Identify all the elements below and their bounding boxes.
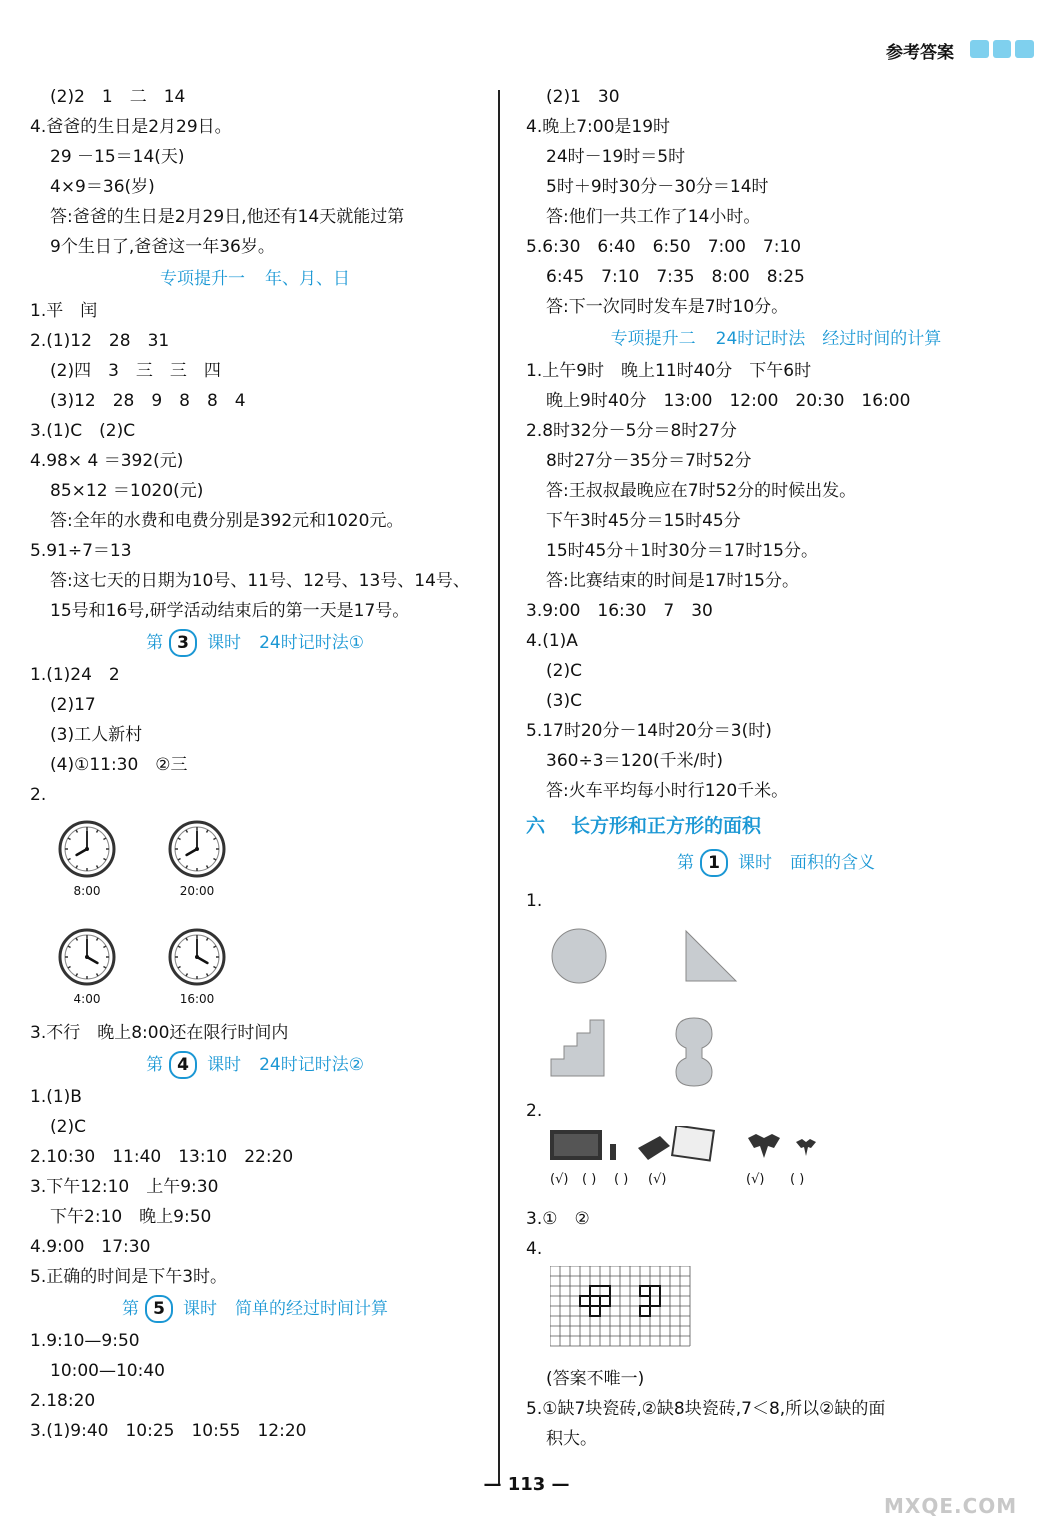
section-heading [526, 322, 1026, 356]
answer-line: 3.(1)9:40 10:25 10:55 12:20 [30, 1421, 307, 1441]
answer-line: 答:下一次同时发车是7时10分。 [546, 297, 789, 317]
chapter-number: 六 [526, 815, 546, 837]
answer-line: (2)1 30 [546, 87, 620, 107]
chapter-heading [526, 806, 1026, 846]
answer-line: 晚上9时40分 13:00 12:00 20:30 16:00 [546, 391, 911, 411]
left-column [30, 82, 480, 1446]
answer-line: 2. [30, 785, 47, 805]
answer-line: 29 －15＝14(天) [50, 147, 185, 167]
answer-line: (4)①11:30 ②三 [50, 755, 188, 775]
section-prefix: 专项提升一 [160, 269, 245, 289]
answer-line: (3)工人新村 [50, 725, 143, 745]
answer-line: 答:全年的水费和电费分别是392元和1020元。 [50, 511, 404, 531]
lesson-title: 面积的含义 [790, 853, 875, 873]
lesson-title: 24时记时法① [259, 633, 364, 653]
answer-line: 1.9:10—9:50 [30, 1331, 140, 1351]
shaded-staircase [551, 1020, 604, 1076]
page-number: — 113 — [483, 1474, 570, 1495]
tile-gap-outline [590, 1306, 600, 1316]
answer-line: (2)C [546, 661, 582, 681]
answer-line: 4×9＝36(岁) [50, 177, 155, 197]
answer-line: 4.98× 4 ＝392(元) [30, 451, 184, 471]
answer-line: 9个生日了,爸爸这一年36岁。 [50, 237, 275, 257]
clock-face [168, 820, 226, 878]
lesson-label: 课时 [183, 1299, 217, 1319]
tile-grid [526, 1264, 1026, 1364]
page-header-title: 参考答案 [886, 43, 954, 63]
remote-icon [610, 1144, 616, 1160]
clock-face [58, 820, 116, 878]
answer-line: 24时－19时＝5时 [546, 147, 686, 167]
answer-line: 2.18:20 [30, 1391, 96, 1411]
large-kite-icon [748, 1134, 780, 1158]
answer-line: 答:这七天的日期为10号、11号、12号、13号、14号、 [50, 571, 470, 591]
answer-line: (3)12 28 9 8 8 4 [50, 391, 246, 411]
small-kite-icon [796, 1139, 816, 1156]
answer-line: 5.①缺7块瓷砖,②缺8块瓷砖,7＜8,所以②缺的面 [526, 1399, 886, 1419]
lesson-prefix: 第 [146, 1055, 164, 1075]
answer-line: 3.下午12:10 上午9:30 [30, 1177, 219, 1197]
section-title: 24时记时法 经过时间的计算 [715, 329, 942, 349]
section-heading [30, 262, 480, 296]
answer-line: 3.① ② [526, 1209, 590, 1229]
right-column [526, 82, 1026, 1454]
answer-line: 5.91÷7＝13 [30, 541, 132, 561]
answer-line: 3.(1)C (2)C [30, 421, 136, 441]
answer-line: 5.正确的时间是下午3时。 [30, 1267, 228, 1287]
answer-line: 360÷3＝120(千米/时) [546, 751, 723, 771]
answer-line: 2.10:30 11:40 13:10 22:20 [30, 1147, 294, 1167]
clock-face [168, 928, 226, 986]
items-figure [550, 1126, 840, 1170]
answer-line: 5.17时20分－14时20分＝3(时) [526, 721, 772, 741]
chapter-title: 长方形和正方形的面积 [571, 815, 762, 837]
answer-line: 6:45 7:10 7:35 8:00 8:25 [546, 267, 805, 287]
tile-gap-outline [600, 1296, 610, 1306]
answer-line: 答:比赛结束的时间是17时15分。 [546, 571, 799, 591]
answer-line: 4.晚上7:00是19时 [526, 117, 671, 137]
clock [162, 820, 232, 898]
shaded-triangle [686, 931, 736, 981]
check-mark: (√) [746, 1172, 765, 1187]
lesson-prefix: 第 [146, 633, 164, 653]
clock-time-label: 8:00 [73, 884, 101, 898]
tile-gap-outline [640, 1286, 650, 1296]
tile-gap-outline [580, 1296, 590, 1306]
answer-line: 1.上午9时 晚上11时40分 下午6时 [526, 361, 812, 381]
answer-line: 4.9:00 17:30 [30, 1237, 151, 1257]
answer-line: (2)C [50, 1117, 86, 1137]
check-mark: ( ) [582, 1172, 597, 1187]
clock [52, 820, 122, 898]
answer-line: 8时27分－35分＝7时52分 [546, 451, 752, 471]
answer-line: 1. [526, 891, 543, 911]
clock-time-label: 16:00 [179, 992, 215, 1006]
answer-line: 3.9:00 16:30 7 30 [526, 601, 713, 621]
lesson-heading [30, 1292, 480, 1326]
answer-line: 15时45分＋1时30分＝17时15分。 [546, 541, 818, 561]
clock-time-label: 4:00 [73, 992, 101, 1006]
answer-line: 4.(1)A [526, 631, 578, 651]
lesson-heading [30, 1048, 480, 1082]
lesson-prefix: 第 [677, 853, 694, 873]
clock-face [58, 928, 116, 986]
tile-gap-outline [640, 1306, 650, 1316]
check-mark: ( ) [614, 1172, 629, 1187]
picture-frame-icon [672, 1126, 714, 1160]
lesson-number-badge: 3 [169, 629, 197, 657]
lesson-number-badge: 4 [169, 1051, 197, 1079]
answer-line: 1.(1)24 2 [30, 665, 120, 685]
answer-line: 答:爸爸的生日是2月29日,他还有14天就能过第 [50, 207, 405, 227]
shapes-figure [546, 916, 806, 1096]
answer-line: 4. [526, 1239, 543, 1259]
answer-line: (2)2 1 二 14 [50, 87, 186, 107]
lesson-number-badge: 5 [145, 1295, 173, 1323]
shaded-dumbbell [676, 1018, 712, 1086]
answer-line: 答:火车平均每小时行120千米。 [546, 781, 789, 801]
check-mark: (√) [550, 1172, 569, 1187]
clock-answers [30, 810, 480, 1018]
answer-line: (答案不唯一) [546, 1369, 645, 1389]
lesson-title: 24时记时法② [259, 1055, 364, 1075]
answer-line: 答:他们一共工作了14小时。 [546, 207, 761, 227]
answer-line: 3.不行 晚上8:00还在限行时间内 [30, 1023, 289, 1043]
answer-line: 2.8时32分－5分＝8时27分 [526, 421, 737, 441]
answer-line: 15号和16号,研学活动结束后的第一天是17号。 [50, 601, 410, 621]
answer-line: 10:00—10:40 [50, 1361, 165, 1381]
answer-line: 85×12 ＝1020(元) [50, 481, 204, 501]
lesson-number-badge: 1 [700, 849, 728, 877]
grid-figure [550, 1266, 700, 1352]
answer-line: 下午3时45分＝15时45分 [546, 511, 741, 531]
shaded-shapes [526, 916, 1026, 1096]
shaded-circle [552, 929, 606, 983]
lesson-heading [30, 626, 480, 660]
clock-time-label: 20:00 [179, 884, 215, 898]
clock [52, 928, 122, 1006]
section-title: 年、月、日 [265, 269, 350, 289]
lesson-prefix: 第 [122, 1299, 139, 1319]
answer-line: 4.爸爸的生日是2月29日。 [30, 117, 232, 137]
section-prefix: 专项提升二 [610, 329, 696, 349]
answer-line: 5时＋9时30分－30分＝14时 [546, 177, 769, 197]
answer-line: 5.6:30 6:40 6:50 7:00 7:10 [526, 237, 802, 257]
answer-line: 下午2:10 晚上9:50 [50, 1207, 212, 1227]
check-mark: (√) [648, 1172, 667, 1187]
check-mark: ( ) [790, 1172, 805, 1187]
answer-line: 1.平 闰 [30, 301, 98, 321]
answer-line: 积大。 [546, 1429, 597, 1449]
book-icon [638, 1136, 670, 1160]
lesson-heading [526, 846, 1026, 880]
answer-line: (3)C [546, 691, 582, 711]
header-decoration [970, 40, 1034, 58]
answer-line: 2. [526, 1101, 543, 1121]
lesson-title: 简单的经过时间计算 [235, 1299, 388, 1319]
answer-line: (2)17 [50, 695, 96, 715]
lesson-label: 课时 [207, 633, 242, 653]
watermark: MXQE.COM [884, 1494, 1018, 1518]
column-divider [498, 90, 500, 1485]
answer-line: (2)四 3 三 三 四 [50, 361, 221, 381]
answer-line: 2.(1)12 28 31 [30, 331, 170, 351]
clock [162, 928, 232, 1006]
answer-line: 答:王叔叔最晚应在7时52分的时候出发。 [546, 481, 857, 501]
answer-line: 1.(1)B [30, 1087, 82, 1107]
lesson-label: 课时 [207, 1055, 242, 1075]
item-pictures [526, 1126, 1026, 1204]
lesson-label: 课时 [738, 853, 772, 873]
